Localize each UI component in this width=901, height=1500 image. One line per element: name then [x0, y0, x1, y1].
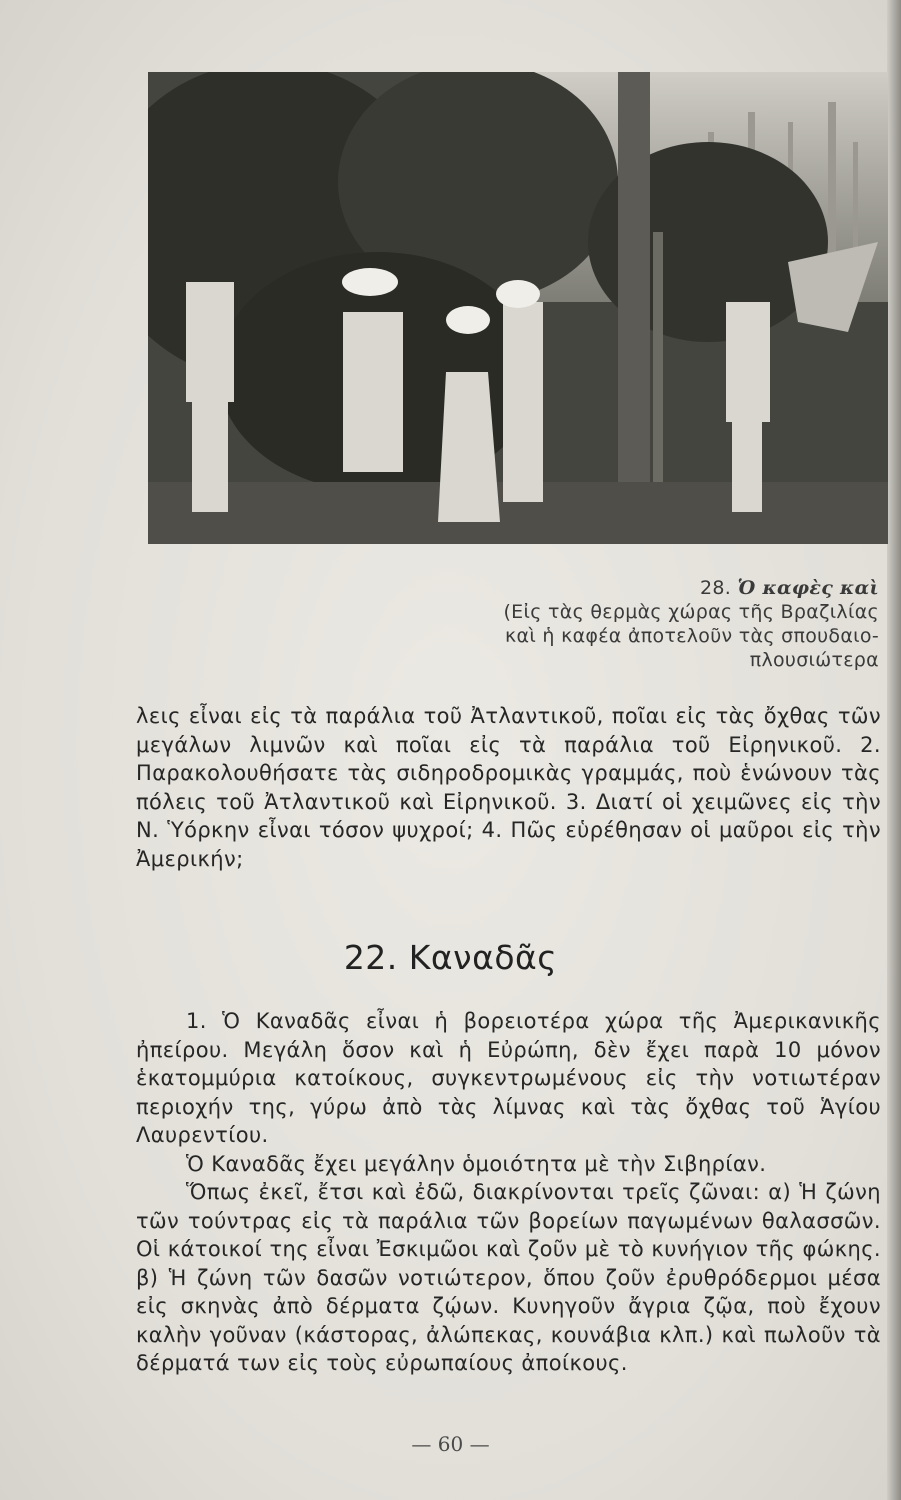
photo-illustration	[148, 72, 888, 544]
paragraph: λεις εἶναι εἰς τὰ παράλια τοῦ Ἀτλαντικοῦ, ποῖαι εἰς τὰς ὄχθας τῶν μεγάλων λιμνῶν καὶ ποῖαι εἰς τὰ παράλια τοῦ Εἰρηνικοῦ. 2. Παρακολουθήσατε τὰς σιδηροδρομικὰς γραμμάς, ποὺ ἑνώνουν τὰς πόλεις τοῦ Ἀτλαντικοῦ καὶ Εἰρηνικοῦ. 3. Διατί οἱ χειμῶνες εἰς τὴν Ν. Ὑόρκην εἶναι τόσον ψυχροί; 4. Πῶς εὑρέθησαν οἱ μαῦροι εἰς τὴν Ἀμερικήν;	[136, 704, 881, 871]
section-heading: 22. Καναδᾶς	[343, 938, 558, 977]
figure-number: 28.	[700, 577, 732, 599]
coffee-plantation-photo	[148, 72, 888, 544]
caption-line: καὶ ἡ καφέα ἀποτελοῦν τὰς σπουδαιο-	[505, 625, 879, 647]
figure-title: Ὁ καφὲς καὶ	[737, 577, 879, 599]
questions-paragraph	[136, 702, 881, 873]
caption-line: (Εἰς τὰς θερμὰς χώρας τῆς Βραζιλίας	[503, 601, 879, 623]
paragraph: Ὅπως ἐκεῖ, ἔτσι καὶ ἐδῶ, διακρίνονται τρεῖς ζῶναι: α) Ἡ ζώνη τῶν τούντρας εἰς τὰ παράλια τῶν βορείων παγωμένων θαλασσῶν. Οἱ κάτοικοί της εἶναι Ἐσκιμῶοι καὶ ζοῦν μὲ τὸ κυνήγιον τῆς φώκης. β) Ἡ ζώνη τῶν δασῶν νοτιώτερον, ὅπου ζοῦν ἐρυθρόδερμοι μέσα εἰς σκηνὰς ἀπὸ δέρματα ζῴων. Κυνηγοῦν ἄγρια ζῷα, ποὺ ἔχουν καλὴν γοῦναν (κάστορας, ἀλώπεκας, κουνάβια κλπ.) καὶ πωλοῦν τὰ δέρματά των εἰς τοὺς εὐρωπαίους ἀποίκους.	[136, 1180, 881, 1375]
caption-line: πλουσιώτερα	[749, 649, 879, 671]
section-body	[136, 1007, 881, 1378]
caption-title-line	[419, 576, 879, 600]
paragraph: Ὁ Καναδᾶς ἔχει μεγάλην ὁμοιότητα μὲ τὴν Σιβηρίαν.	[186, 1151, 767, 1176]
page-edge	[887, 0, 901, 1500]
figure-caption	[419, 576, 879, 672]
paragraph: 1. Ὁ Καναδᾶς εἶναι ἡ βορειοτέρα χώρα τῆς Ἀμερικανικῆς ἠπείρου. Μεγάλη ὅσον καὶ ἡ Εὐρώπη, δὲν ἔχει παρὰ 10 μόνον ἑκατομμύρια κατοίκους, συγκεντρωμένους εἰς τὴν νοτιωτέραν περιοχήν της, γύρω ἀπὸ τὰς λίμνας καὶ τὰς ὄχθας τοῦ Ἁγίου Λαυρεντίου.	[136, 1009, 881, 1147]
page-number: — 60 —	[411, 1432, 490, 1456]
